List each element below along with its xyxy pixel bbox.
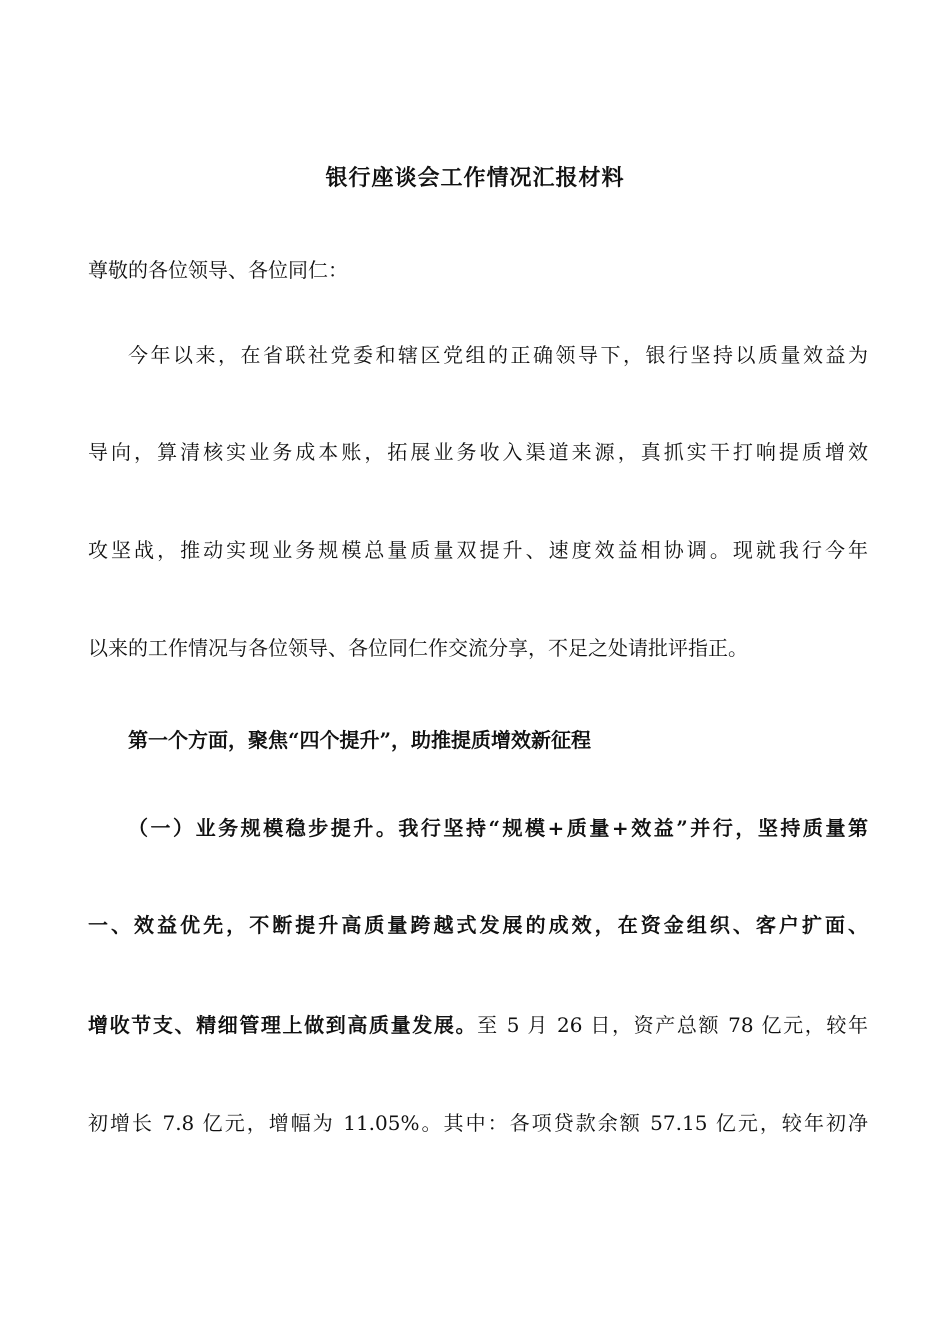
document-title: 银行座谈会工作情况汇报材料 bbox=[325, 165, 625, 191]
intro-line-1: 今年以来，在省联社党委和辖区党组的正确领导下，银行坚持以质量效益为 bbox=[128, 343, 868, 367]
salutation: 尊敬的各位领导、各位同仁： bbox=[88, 258, 348, 282]
intro-line-4: 以来的工作情况与各位领导、各位同仁作交流分享，不足之处请批评指正。 bbox=[88, 636, 748, 660]
subsection-line-4: 初增长 7.8 亿元，增幅为 11.05%。其中：各项贷款余额 57.15 亿元，较年初净 bbox=[88, 1111, 868, 1135]
subsection-line-3-bold: 增收节支、精细管理上做到高质量发展。 bbox=[88, 1013, 478, 1037]
section-heading: 第一个方面，聚焦“四个提升”，助推提质增效新征程 bbox=[128, 728, 592, 752]
intro-line-3: 攻坚战，推动实现业务规模总量质量双提升、速度效益相协调。现就我行今年 bbox=[88, 538, 868, 562]
subsection-line-2: 一、效益优先，不断提升高质量跨越式发展的成效，在资金组织、客户扩面、 bbox=[88, 913, 868, 937]
subsection-line-1: （一）业务规模稳步提升。我行坚持“规模+质量+效益”并行，坚持质量第 bbox=[128, 816, 868, 840]
intro-line-2: 导向，算清核实业务成本账，拓展业务收入渠道来源，真抓实干打响提质增效 bbox=[88, 440, 868, 464]
subsection-line-3-normal: 至 5 月 26 日，资产总额 78 亿元，较年 bbox=[477, 1013, 868, 1037]
subsection-line-3 bbox=[88, 1010, 868, 1040]
